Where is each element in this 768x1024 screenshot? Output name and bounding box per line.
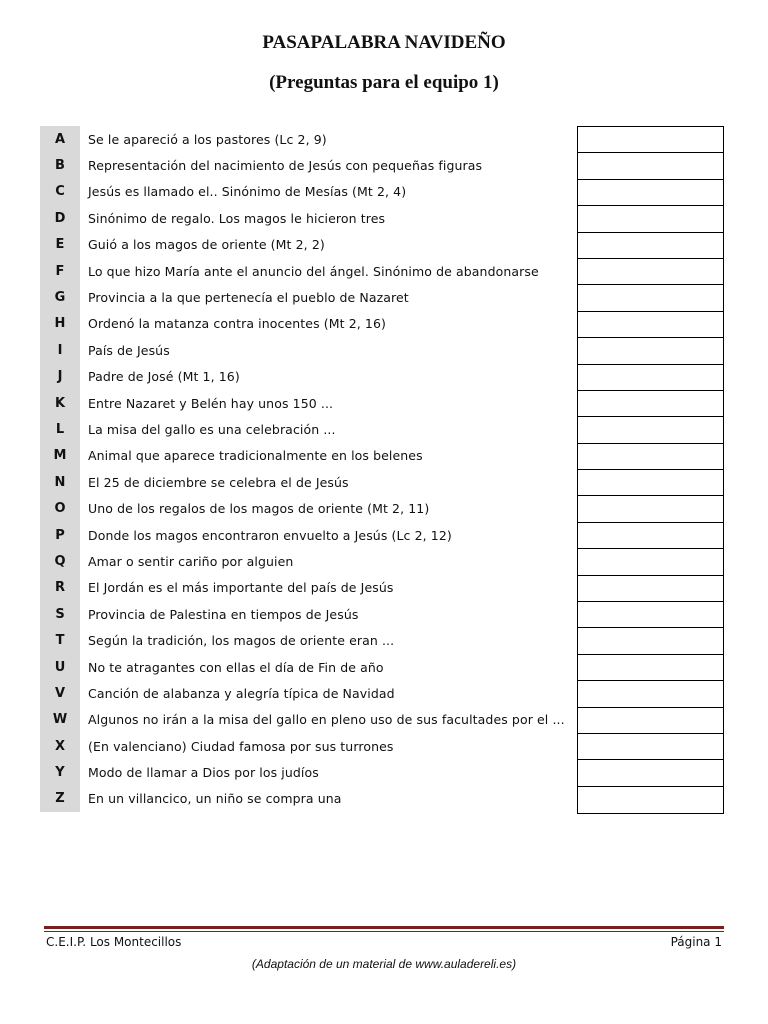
question-letter: N <box>40 469 80 495</box>
question-clue: País de Jesús <box>88 342 170 358</box>
footer-rule-thin <box>44 931 724 932</box>
question-letter: W <box>40 707 80 733</box>
question-letter: X <box>40 733 80 759</box>
question-letter: D <box>40 205 80 231</box>
answer-box[interactable] <box>578 391 723 417</box>
question-clue: Donde los magos encontraron envuelto a Jesús (Lc 2, 12) <box>88 527 452 543</box>
question-clue: Se le apareció a los pastores (Lc 2, 9) <box>88 131 327 147</box>
question-clue: Provincia de Palestina en tiempos de Jesús <box>88 606 359 622</box>
answer-box[interactable] <box>578 496 723 522</box>
question-letter: K <box>40 390 80 416</box>
question-clue: Padre de José (Mt 1, 16) <box>88 369 240 385</box>
footer-rule-thick <box>44 926 724 929</box>
question-letter: Y <box>40 759 80 785</box>
question-clue: Representación del nacimiento de Jesús con pequeñas figuras <box>88 158 483 174</box>
question-letter: R <box>40 575 80 601</box>
answer-box[interactable] <box>578 312 723 338</box>
question-clue: (En valenciano) Ciudad famosa por sus turrones <box>88 738 394 754</box>
question-clue: Modo de llamar a Dios por los judíos <box>88 765 319 781</box>
question-clue: Provincia a la que pertenecía el pueblo de Nazaret <box>88 290 409 306</box>
answer-box[interactable] <box>578 444 723 470</box>
question-letter: E <box>40 232 80 258</box>
question-letter: L <box>40 416 80 442</box>
question-letter: J <box>40 364 80 390</box>
answer-box[interactable] <box>578 787 723 813</box>
answer-box[interactable] <box>578 628 723 654</box>
answer-box[interactable] <box>578 523 723 549</box>
answer-box[interactable] <box>578 576 723 602</box>
footer-page-number: Página 1 <box>670 935 722 949</box>
question-letter: H <box>40 311 80 337</box>
answer-box[interactable] <box>578 760 723 786</box>
answer-box[interactable] <box>578 470 723 496</box>
answer-box[interactable] <box>578 602 723 628</box>
answer-box[interactable] <box>578 365 723 391</box>
question-clue: Guió a los magos de oriente (Mt 2, 2) <box>88 237 325 253</box>
question-letter: C <box>40 179 80 205</box>
question-letter: Z <box>40 786 80 812</box>
answer-boxes <box>577 126 724 814</box>
question-clue: Canción de alabanza y alegría típica de Navidad <box>88 685 395 701</box>
question-clue: El Jordán es el más importante del país de Jesús <box>88 580 394 596</box>
question-letter: O <box>40 495 80 521</box>
answer-box[interactable] <box>578 153 723 179</box>
question-letter: I <box>40 337 80 363</box>
answer-box[interactable] <box>578 549 723 575</box>
question-letter: F <box>40 258 80 284</box>
answer-box[interactable] <box>578 681 723 707</box>
answer-box[interactable] <box>578 180 723 206</box>
question-clue: Entre Nazaret y Belén hay unos 150 ... <box>88 395 334 411</box>
question-clue: El 25 de diciembre se celebra el de Jesús <box>88 474 349 490</box>
question-clue: Jesús es llamado el.. Sinónimo de Mesías (Mt 2, 4) <box>88 184 407 200</box>
question-clue: Ordenó la matanza contra inocentes (Mt 2, 16) <box>88 316 386 332</box>
page-subtitle: (Preguntas para el equipo 1) <box>269 72 499 93</box>
question-letter: M <box>40 443 80 469</box>
answer-box[interactable] <box>578 708 723 734</box>
answer-box[interactable] <box>578 655 723 681</box>
answer-box[interactable] <box>578 734 723 760</box>
question-clue: La misa del gallo es una celebración ... <box>88 421 336 437</box>
question-clue: Según la tradición, los magos de oriente eran ... <box>88 633 395 649</box>
question-letter: P <box>40 522 80 548</box>
question-clue: Amar o sentir cariño por alguien <box>88 553 294 569</box>
question-letter: T <box>40 627 80 653</box>
footer-school: C.E.I.P. Los Montecillos <box>46 935 182 949</box>
question-clue: Sinónimo de regalo. Los magos le hicieron tres <box>88 210 386 226</box>
answer-box[interactable] <box>578 285 723 311</box>
answer-box[interactable] <box>578 206 723 232</box>
question-clue: Uno de los regalos de los magos de oriente (Mt 2, 11) <box>88 501 430 517</box>
question-letter: B <box>40 152 80 178</box>
question-letter: G <box>40 284 80 310</box>
question-clue: Lo que hizo María ante el anuncio del ángel. Sinónimo de abandonarse <box>88 263 539 279</box>
answer-box[interactable] <box>578 417 723 443</box>
question-letter: U <box>40 654 80 680</box>
question-letter: A <box>40 126 80 152</box>
question-letter: Q <box>40 548 80 574</box>
answer-box[interactable] <box>578 338 723 364</box>
page-title: PASAPALABRA NAVIDEÑO <box>262 32 506 53</box>
question-letter: S <box>40 601 80 627</box>
question-clue: Animal que aparece tradicionalmente en los belenes <box>88 448 423 464</box>
question-clue: No te atragantes con ellas el día de Fin de año <box>88 659 384 675</box>
answer-box[interactable] <box>578 127 723 153</box>
answer-box[interactable] <box>578 233 723 259</box>
footer-credit: (Adaptación de un material de www.auladereli.es) <box>251 957 517 971</box>
question-clue: En un villancico, un niño se compra una <box>88 791 342 807</box>
question-letter: V <box>40 680 80 706</box>
question-clue: Algunos no irán a la misa del gallo en pleno uso de sus facultades por el ... <box>88 712 565 728</box>
answer-box[interactable] <box>578 259 723 285</box>
